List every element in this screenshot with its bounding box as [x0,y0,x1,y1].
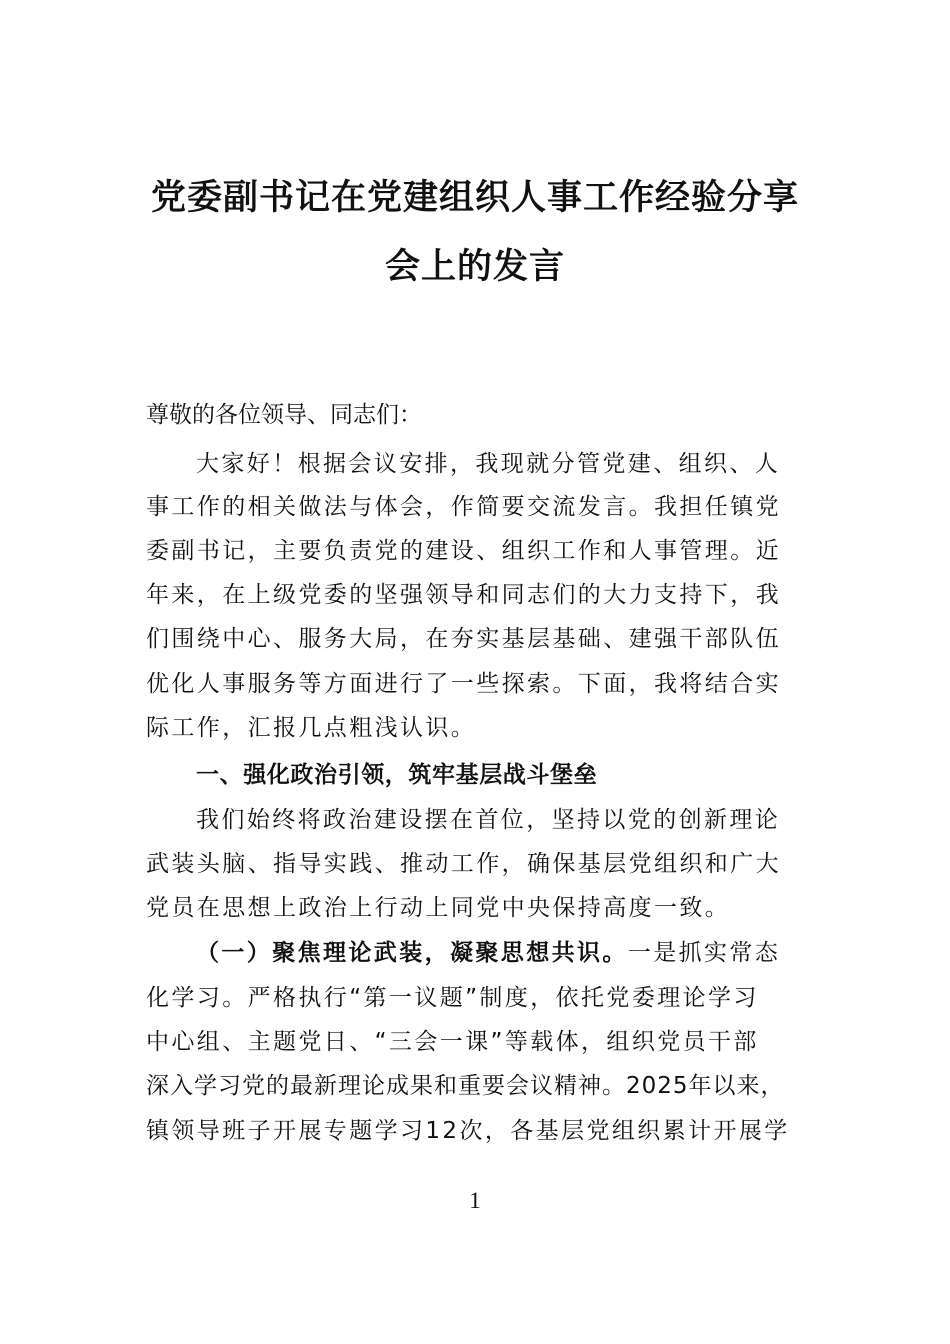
document-title-line-2: 会上的发言 [384,246,565,287]
paragraph-line: 我们始终将政治建设摆在首位，坚持以党的创新理论 [196,807,781,833]
paragraph-line: 深入学习党的最新理论成果和重要会议精神。2025年以来， [146,1073,785,1099]
paragraph-line: 化学习。严格执行“第一议题”制度，依托党委理论学习 [146,985,759,1011]
paragraph-line: 际工作，汇报几点粗浅认识。 [146,715,477,741]
paragraph-line: 们围绕中心、服务大局，在夯实基层基础、建强干部队伍 [146,626,781,652]
paragraph-line: 大家好！根据会议安排，我现就分管党建、组织、人 [196,451,781,477]
section-heading: 一、强化政治引领，筑牢基层战斗堡垒 [196,762,598,788]
subsection-line [196,938,780,968]
paragraph-line: 党员在思想上政治上行动上同党中央保持高度一致。 [146,895,731,921]
paragraph-line: 委副书记，主要负责党的建设、组织工作和人事管理。近 [146,538,781,564]
document-title-line-1: 党委副书记在党建组织人事工作经验分享 [150,177,799,218]
subsection-text: 一是抓实常态 [627,940,781,966]
page-number: 1 [469,1188,481,1213]
subsection-heading: （一）聚焦理论武装，凝聚思想共识。 [196,940,628,966]
paragraph-line: 武装头脑、指导实践、推动工作，确保基层党组织和广大 [146,851,781,877]
paragraph-line: 年来，在上级党委的坚强领导和同志们的大力支持下，我 [146,582,781,608]
paragraph-line: 事工作的相关做法与体会，作简要交流发言。我担任镇党 [146,494,781,520]
paragraph-line: 中心组、主题党日、“三会一课”等载体，组织党员干部 [146,1029,759,1055]
paragraph-line: 优化人事服务等方面进行了一些探索。下面，我将结合实 [146,671,781,697]
paragraph-line: 镇领导班子开展专题学习12次，各基层党组织累计开展学 [146,1118,790,1144]
salutation: 尊敬的各位领导、同志们： [146,402,422,428]
